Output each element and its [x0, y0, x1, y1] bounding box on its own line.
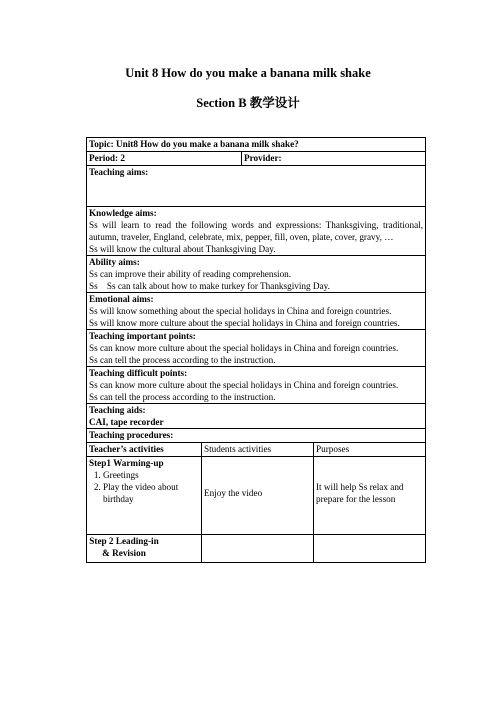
ability-aims-cell: [87, 256, 426, 293]
step2-teacher-cell: [87, 535, 202, 563]
step2-purposes-cell: [314, 535, 426, 563]
teacher-activities-header: Teacher’s activities: [87, 443, 202, 457]
difficult-points-cell: [87, 367, 426, 404]
emotional-aims-cell: [87, 293, 426, 330]
knowledge-aims-heading: Knowledge aims:: [89, 208, 157, 218]
list-item: 1. Greetings: [103, 469, 199, 481]
document-subtitle: Section B 教学设计: [196, 96, 300, 110]
knowledge-aims-cell: [87, 207, 426, 256]
ability-aims-heading: Ability aims:: [89, 257, 140, 267]
important-points-text: Ss can know more culture about the special holidays in China and foreign countries.: [89, 343, 399, 353]
teaching-aids-cell: [87, 404, 426, 429]
step1-teacher-cell: [87, 457, 202, 535]
step1-students-cell: [202, 457, 314, 535]
emotional-aims-text: Ss will know something about the special holidays in China and foreign countries.: [89, 306, 392, 316]
important-points-text: Ss can tell the process according to the instruction.: [89, 355, 276, 365]
topic-cell: Topic: Unit8 How do you make a banana milk shake?: [87, 138, 426, 152]
important-points-heading: Teaching important points:: [89, 331, 196, 341]
list-item: 2. Play the video about birthday: [103, 481, 199, 505]
important-points-cell: [87, 330, 426, 367]
difficult-points-text: Ss can tell the process according to the instruction.: [89, 392, 276, 402]
ability-aims-text: Ss can improve their ability of reading comprehension.: [89, 269, 292, 279]
students-activities-header: Students activities: [202, 443, 314, 457]
step1-purposes-text: It will help Ss relax and prepare for the lesson: [316, 481, 404, 504]
ability-aims-text: Ss Ss can talk about how to make turkey for Thanksgiving Day.: [89, 281, 330, 291]
lesson-plan-table: [86, 137, 426, 563]
provider-cell: Provider:: [242, 152, 426, 166]
teaching-aids-heading: Teaching aids:: [89, 405, 146, 415]
step1-list: [89, 469, 199, 505]
step1-purposes-cell: [314, 457, 426, 535]
purposes-header: Purposes: [314, 443, 426, 457]
step1-students-text: Enjoy the video: [204, 487, 263, 498]
difficult-points-text: Ss can know more culture about the special holidays in China and foreign countries.: [89, 380, 399, 390]
step1-title: Step1 Warming-up: [89, 458, 164, 468]
document-title: Unit 8 How do you make a banana milk shake: [125, 66, 371, 80]
difficult-points-heading: Teaching difficult points:: [89, 368, 188, 378]
step2-students-cell: [202, 535, 314, 563]
knowledge-aims-text: Ss will learn to read the following words and expressions: Thanksgiving, traditional, autumn, traveler, England, celebrate, mix, pepper, fill, oven, plate, cover, gravy, …: [89, 220, 423, 242]
teaching-procedures-cell: Teaching procedures:: [87, 429, 426, 443]
period-cell: Period: 2: [87, 152, 242, 166]
step2-title: Step 2 Leading-in & Revision: [89, 536, 159, 558]
emotional-aims-heading: Emotional aims:: [89, 294, 154, 304]
knowledge-aims-text: Ss will know the cultural about Thanksgiving Day.: [89, 244, 276, 254]
teaching-aids-value: CAI, tape recorder: [89, 417, 164, 427]
teaching-aims-cell: Teaching aims:: [87, 166, 426, 207]
emotional-aims-text: Ss will know more culture about the special holidays in China and foreign countries.: [89, 318, 400, 328]
